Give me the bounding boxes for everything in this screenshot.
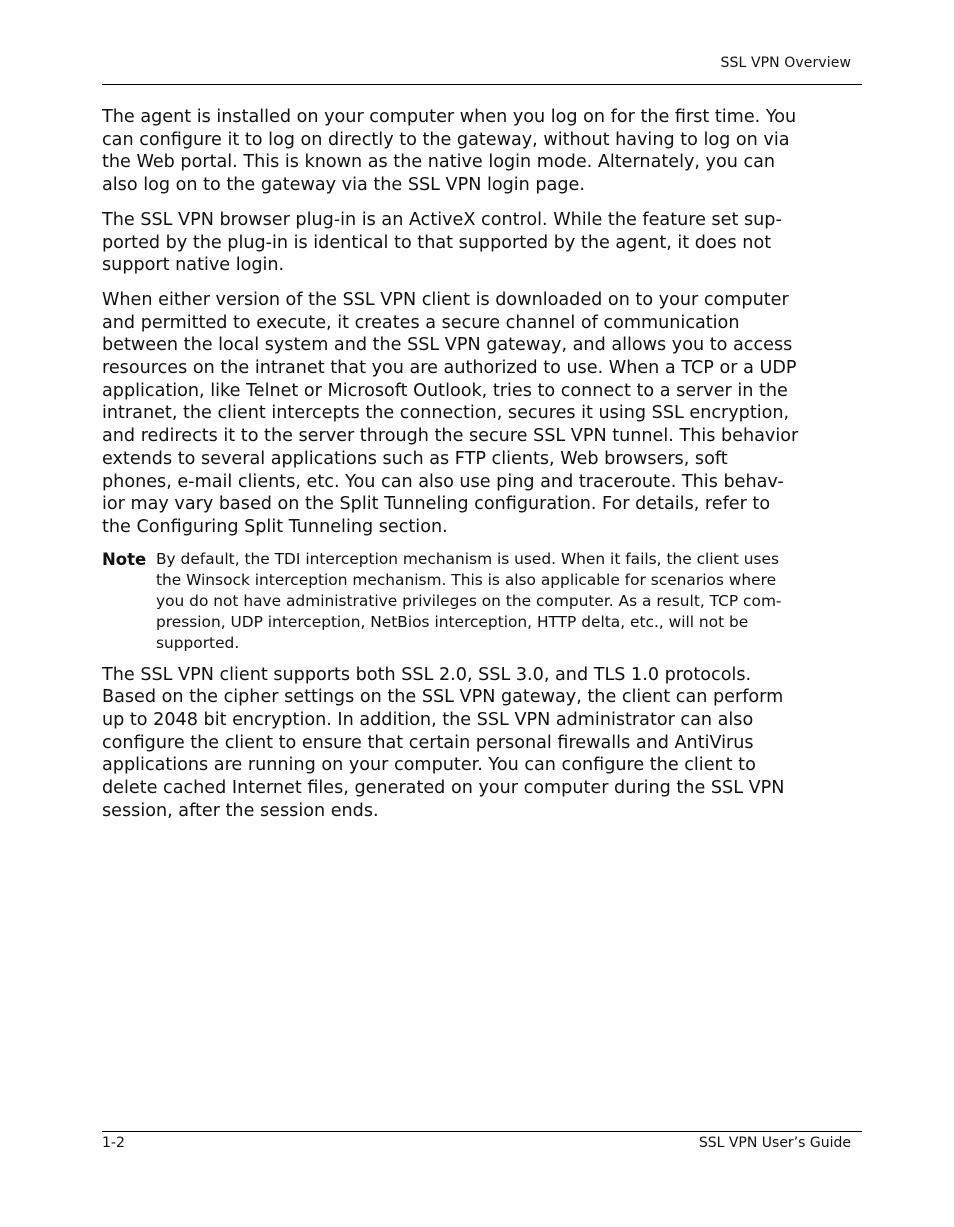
paragraph-agent-install: The agent is installed on your computer when you log on for the first time. You can configure it to log on directly to the gateway, without having to log on via the Web portal. This is known as the native login mode. Alternately, you can also log on to the gateway via the SSL VPN login page. — [102, 107, 797, 196]
paragraph-browser-plugin: The SSL VPN browser plug-in is an ActiveX control. While the feature set sup- ported by the plug-in is identical to that supported by the agent, it does not support native login. — [102, 209, 782, 276]
footer-guide-title: SSL VPN User’s Guide — [698, 1135, 851, 1151]
note-label: Note — [102, 549, 147, 569]
page-body — [102, 106, 862, 823]
running-header-title: SSL VPN Overview — [720, 55, 851, 71]
note-block — [102, 549, 862, 654]
page-number: 1-2 — [102, 1135, 125, 1151]
paragraph-protocols: The SSL VPN client supports both SSL 2.0, SSL 3.0, and TLS 1.0 protocols. Based on the cipher settings on the SSL VPN gateway, the client can perform up to 2048 bit encryption. In addition, the SSL VPN administrator can also configure the client to ensure that certain personal firewalls and AntiVirus applications are running on your computer. You can configure the client to delete cached Internet files, generated on your computer during the SSL VPN session, after the session ends. — [102, 664, 785, 821]
note-text: By default, the TDI interception mechanism is used. When it fails, the client uses the Winsock interception mechanism. This is also applicable for scenarios where you do not have administrative privileges on the computer. As a result, TCP com- pression, UDP interception, NetBios interception, HTTP delta, etc., will not be supported. — [156, 549, 782, 652]
footer-rule — [102, 1131, 862, 1132]
header-rule — [102, 84, 862, 85]
paragraph-secure-channel: When either version of the SSL VPN client is downloaded on to your computer and permitted to execute, it creates a secure channel of communication between the local system and the SSL VPN gateway, and allows you to access resources on the intranet that you are authorized to use. When a TCP or a UDP application, like Telnet or Microsoft Outlook, tries to connect to a server in the intranet, the client intercepts the connection, secures it using SSL encryption, and redirects it to the server through the secure SSL VPN tunnel. This behavior extends to several applications such as FTP clients, Web browsers, soft phones, e-mail clients, etc. You can also use ping and traceroute. This behav- ior may vary based on the Split Tunneling configuration. For details, refer to the Configuring Split Tunneling section. — [102, 289, 799, 537]
